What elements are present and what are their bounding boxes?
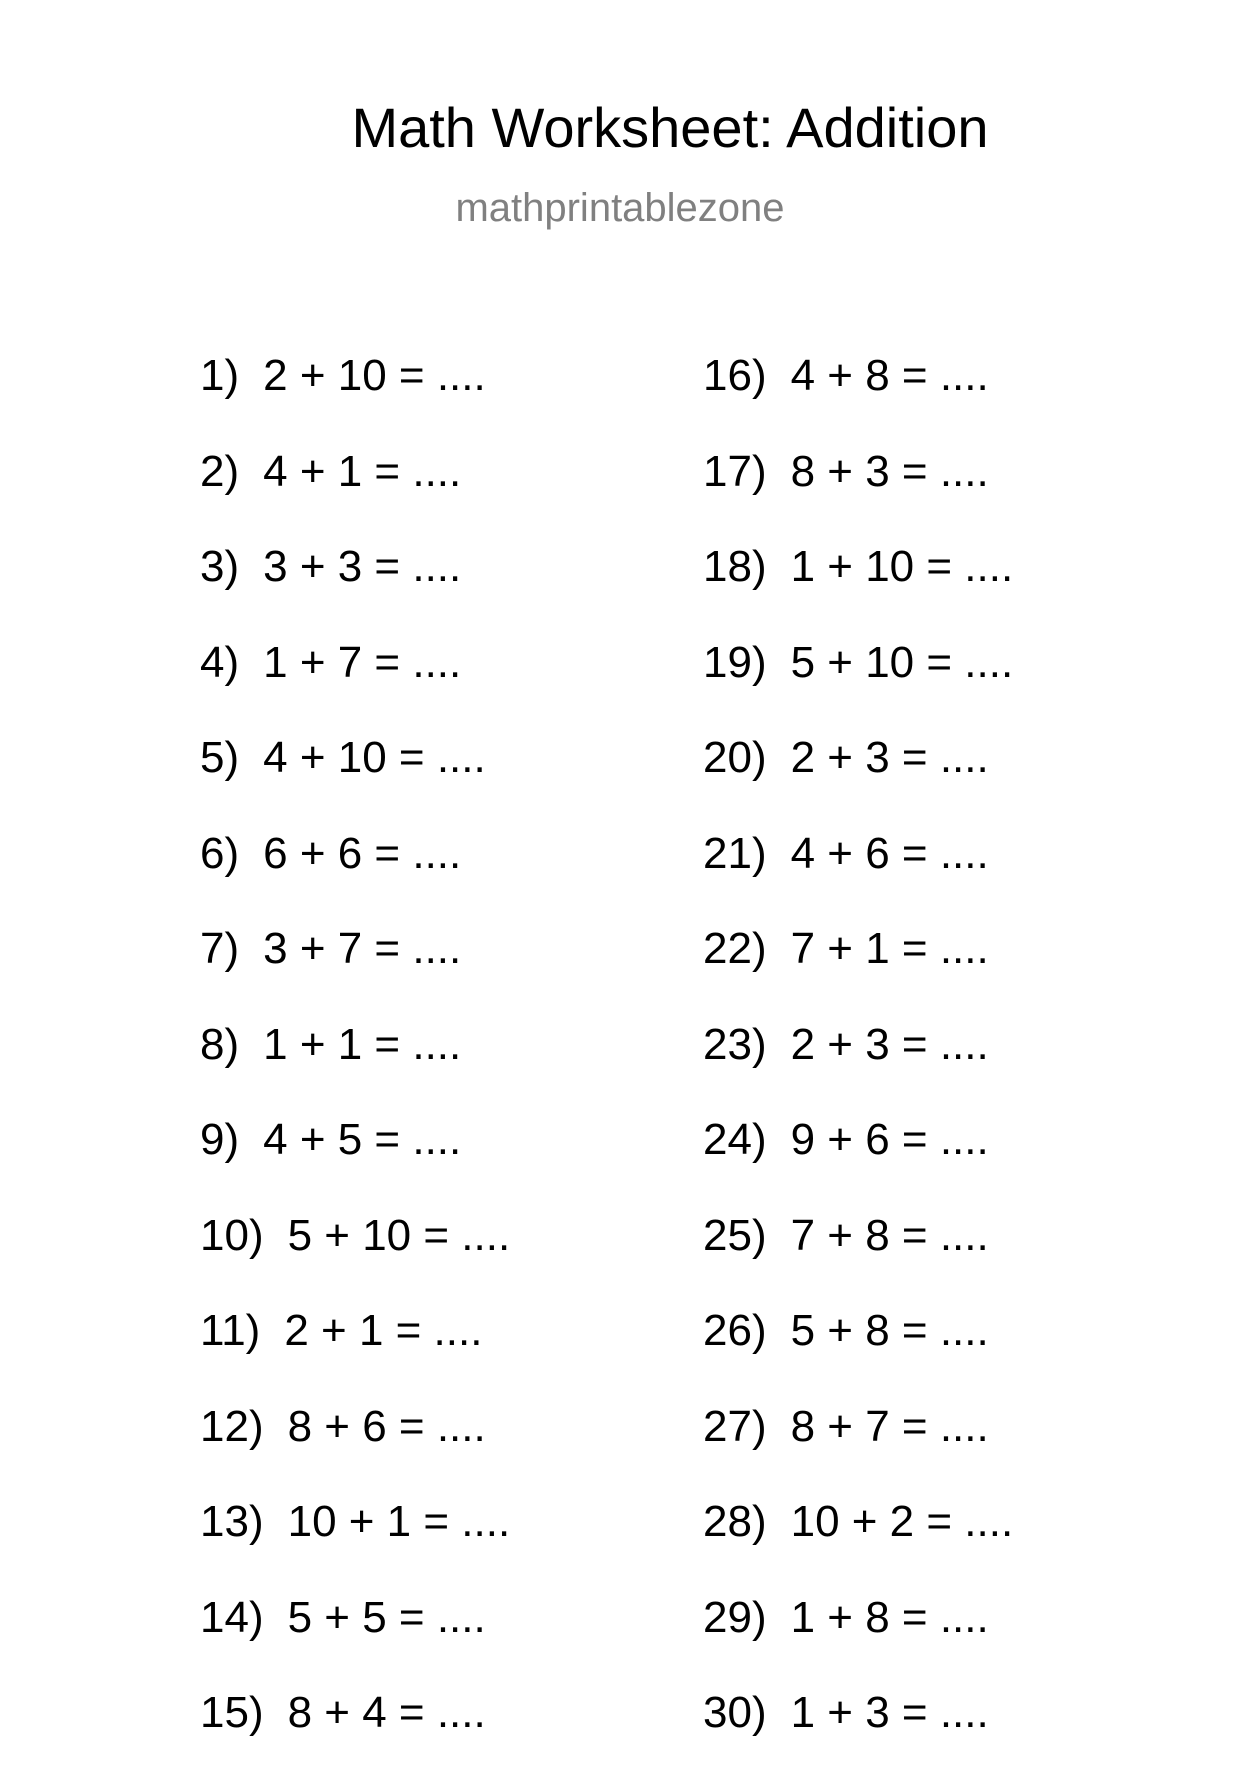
problem-item (703, 1210, 1013, 1306)
problem-expression: 5 + 8 = .... (790, 1306, 989, 1355)
problem-number: 26) (703, 1306, 767, 1355)
problem-number: 17) (703, 446, 767, 496)
problem-item (703, 923, 1013, 1019)
problem-item (703, 1114, 1013, 1210)
problem-number: 24) (703, 1115, 767, 1164)
problem-expression: 8 + 7 = .... (790, 1401, 989, 1451)
page-subtitle: mathprintablezone (455, 186, 785, 230)
problem-expression: 6 + 6 = .... (263, 828, 462, 878)
problem-item (703, 828, 1013, 924)
problem-item (200, 446, 510, 542)
problem-number: 28) (703, 1497, 767, 1546)
problem-expression: 7 + 1 = .... (790, 924, 989, 973)
problem-item (703, 1496, 1013, 1592)
problem-number: 25) (703, 1210, 767, 1260)
problem-number: 16) (703, 351, 767, 400)
problem-number: 9) (200, 1115, 240, 1164)
problem-item (200, 637, 510, 733)
problem-item (200, 923, 510, 1019)
problem-expression: 2 + 3 = .... (790, 733, 989, 782)
problem-expression: 1 + 3 = .... (790, 1688, 989, 1737)
problem-expression: 2 + 10 = .... (263, 351, 486, 400)
problem-expression: 4 + 1 = .... (263, 446, 462, 496)
problem-item (200, 1592, 510, 1688)
problem-expression: 10 + 1 = .... (287, 1497, 511, 1546)
problem-number: 18) (703, 542, 767, 591)
problem-item (703, 637, 1013, 733)
problem-item (703, 1687, 1013, 1783)
problem-expression: 5 + 10 = .... (790, 637, 1014, 687)
problem-expression: 1 + 8 = .... (790, 1592, 989, 1642)
problem-item (703, 732, 1013, 828)
problem-item (703, 541, 1013, 637)
problem-number: 21) (703, 828, 767, 878)
problem-number: 15) (200, 1688, 264, 1737)
problem-number: 20) (703, 733, 767, 782)
problem-expression: 3 + 3 = .... (263, 542, 462, 591)
problem-column-right (703, 350, 1013, 1783)
problem-expression: 1 + 10 = .... (790, 542, 1014, 591)
problem-number: 3) (200, 542, 240, 591)
problem-expression: 2 + 3 = .... (790, 1019, 989, 1069)
problem-expression: 10 + 2 = .... (790, 1497, 1014, 1546)
problem-number: 6) (200, 828, 240, 878)
problem-item (200, 1305, 510, 1401)
problem-item (200, 1496, 510, 1592)
problem-item (200, 1401, 510, 1497)
problem-expression: 1 + 7 = .... (263, 637, 462, 687)
problem-expression: 5 + 5 = .... (287, 1592, 486, 1642)
problem-column-left (200, 350, 510, 1783)
problem-expression: 8 + 6 = .... (287, 1401, 486, 1451)
problem-number: 27) (703, 1401, 767, 1451)
problem-item (200, 1210, 510, 1306)
problem-item (703, 1305, 1013, 1401)
problem-number: 8) (200, 1019, 240, 1069)
problem-item (703, 350, 1013, 446)
problem-number: 30) (703, 1688, 767, 1737)
problem-number: 2) (200, 446, 240, 496)
problem-number: 4) (200, 637, 240, 687)
problem-number: 22) (703, 924, 767, 973)
problem-number: 12) (200, 1401, 264, 1451)
problem-number: 14) (200, 1592, 264, 1642)
problem-number: 7) (200, 924, 240, 973)
problem-item (200, 1687, 510, 1783)
problem-expression: 8 + 3 = .... (790, 446, 989, 496)
problem-item (703, 1401, 1013, 1497)
problem-expression: 8 + 4 = .... (287, 1688, 486, 1737)
problem-expression: 4 + 5 = .... (263, 1115, 462, 1164)
problem-expression: 3 + 7 = .... (263, 924, 462, 973)
problem-item (703, 1592, 1013, 1688)
problem-number: 19) (703, 637, 767, 687)
problem-expression: 7 + 8 = .... (790, 1210, 989, 1260)
problem-item (200, 732, 510, 828)
problem-expression: 5 + 10 = .... (287, 1210, 511, 1260)
problem-number: 5) (200, 733, 240, 782)
problem-item (200, 1019, 510, 1115)
problem-expression: 4 + 6 = .... (790, 828, 989, 878)
problem-item (703, 446, 1013, 542)
problem-item (200, 828, 510, 924)
problem-expression: 1 + 1 = .... (263, 1019, 462, 1069)
problem-item (200, 350, 510, 446)
problem-number: 29) (703, 1592, 767, 1642)
problem-expression: 2 + 1 = .... (284, 1306, 483, 1355)
problem-number: 13) (200, 1497, 264, 1546)
problem-item (200, 1114, 510, 1210)
problem-expression: 4 + 8 = .... (790, 351, 989, 400)
problem-number: 10) (200, 1210, 264, 1260)
problem-expression: 9 + 6 = .... (790, 1115, 989, 1164)
problem-item (703, 1019, 1013, 1115)
page-title: Math Worksheet: Addition (351, 96, 989, 159)
problem-expression: 4 + 10 = .... (263, 733, 486, 782)
problem-number: 11) (200, 1306, 261, 1355)
problem-item (200, 541, 510, 637)
problem-number: 23) (703, 1019, 767, 1069)
problem-number: 1) (200, 351, 240, 400)
